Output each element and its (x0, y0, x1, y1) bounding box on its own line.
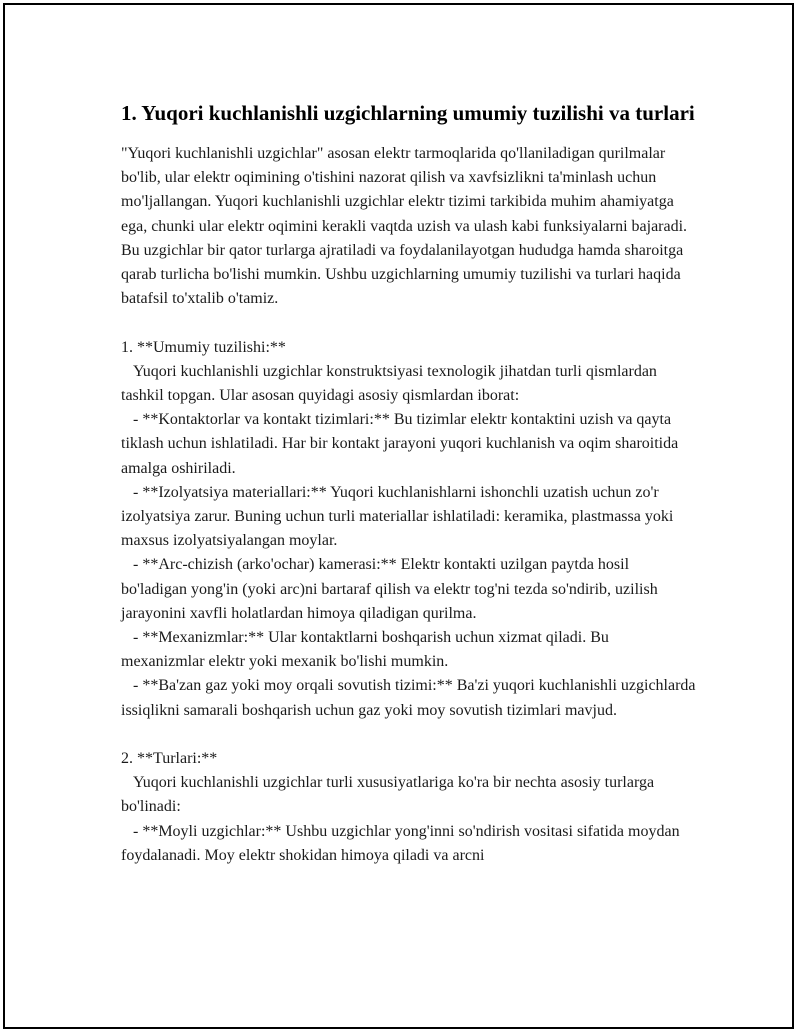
document-page (3, 3, 794, 1029)
section-heading: 1. Yuqori kuchlanishli uzgichlarning umumiy tuzilishi va turlari (121, 101, 695, 125)
body-text: "Yuqori kuchlanishli uzgichlar" asosan elektr tarmoqlarida qo'llaniladigan qurilmalar bo'lib, ular elektr oqimining o'tishini nazorat qilish va xavfsizlikni ta'minlash uchun mo'ljallangan. Yuqori kuchlanishli uzgichlar elektr tizimi tarkibida muhim ahamiyatga ega, chunki ular elektr oqimini kerakli vaqtda uzish va ulash kabi funksiyalarni bajaradi. Bu uzgichlar bir qator turlarga ajratiladi va foydalanilayotgan hududga hamda sharoitga qarab turlicha bo'lishi mumkin. Ushbu uzgichlarning umumiy tuzilishi va turlari haqida batafsil to'xtalib o'tamiz. 1. **Umumiy tuzilishi:** Yuqori kuchlanishli uzgichlar konstruktsiyasi texnologik jihatdan turli qismlardan tashkil topgan. Ular asosan quyidagi asosiy qismlardan iborat: - **Kontaktorlar va kontakt tizimlari:** Bu tizimlar elektr kontaktini uzish va qayta tiklash uchun ishlatiladi. Har bir kontakt jarayoni yuqori kuchlanish va oqim sharoitida amalga oshiriladi. - **Izolyatsiya materiallari:** Yuqori kuchlanishlarni ishonchli uzatish uchun zo'r izolyatsiya zarur. Buning uchun turli materiallar ishlatiladi: keramika, plastmassa yoki maxsus izolyatsiyalangan moylar. - **Arc-chizish (arko'ochar) kamerasi:** Elektr kontakti uzilgan paytda hosil bo'ladigan yong'in (yoki arc)ni bartaraf qilish va elektr tog'ni tezda so'ndirib, uzilish jarayonini xavfli holatlardan himoya qiladigan qurilma. - **Mexanizmlar:** Ular kontaktlarni boshqarish uchun xizmat qiladi. Bu mexanizmlar elektr yoki mexanik bo'lishi mumkin. - **Ba'zan gaz yoki moy orqali sovutish tizimi:** Ba'zi yuqori kuchlanishli uzgichlarda issiqlikni samarali boshqarish uchun gaz yoki moy sovutish tizimlari mavjud. 2. **Turlari:** Yuqori kuchlanishli uzgichlar turli xususiyatlariga ko'ra bir nechta asosiy turlarga bo'linadi: - **Moyli uzgichlar:** Ushbu uzgichlar yong'inni so'ndirish vositasi sifatida moydan foydalanadi. Moy elektr shokidan himoya qiladi va arcni (121, 145, 696, 864)
document-content (121, 99, 696, 868)
